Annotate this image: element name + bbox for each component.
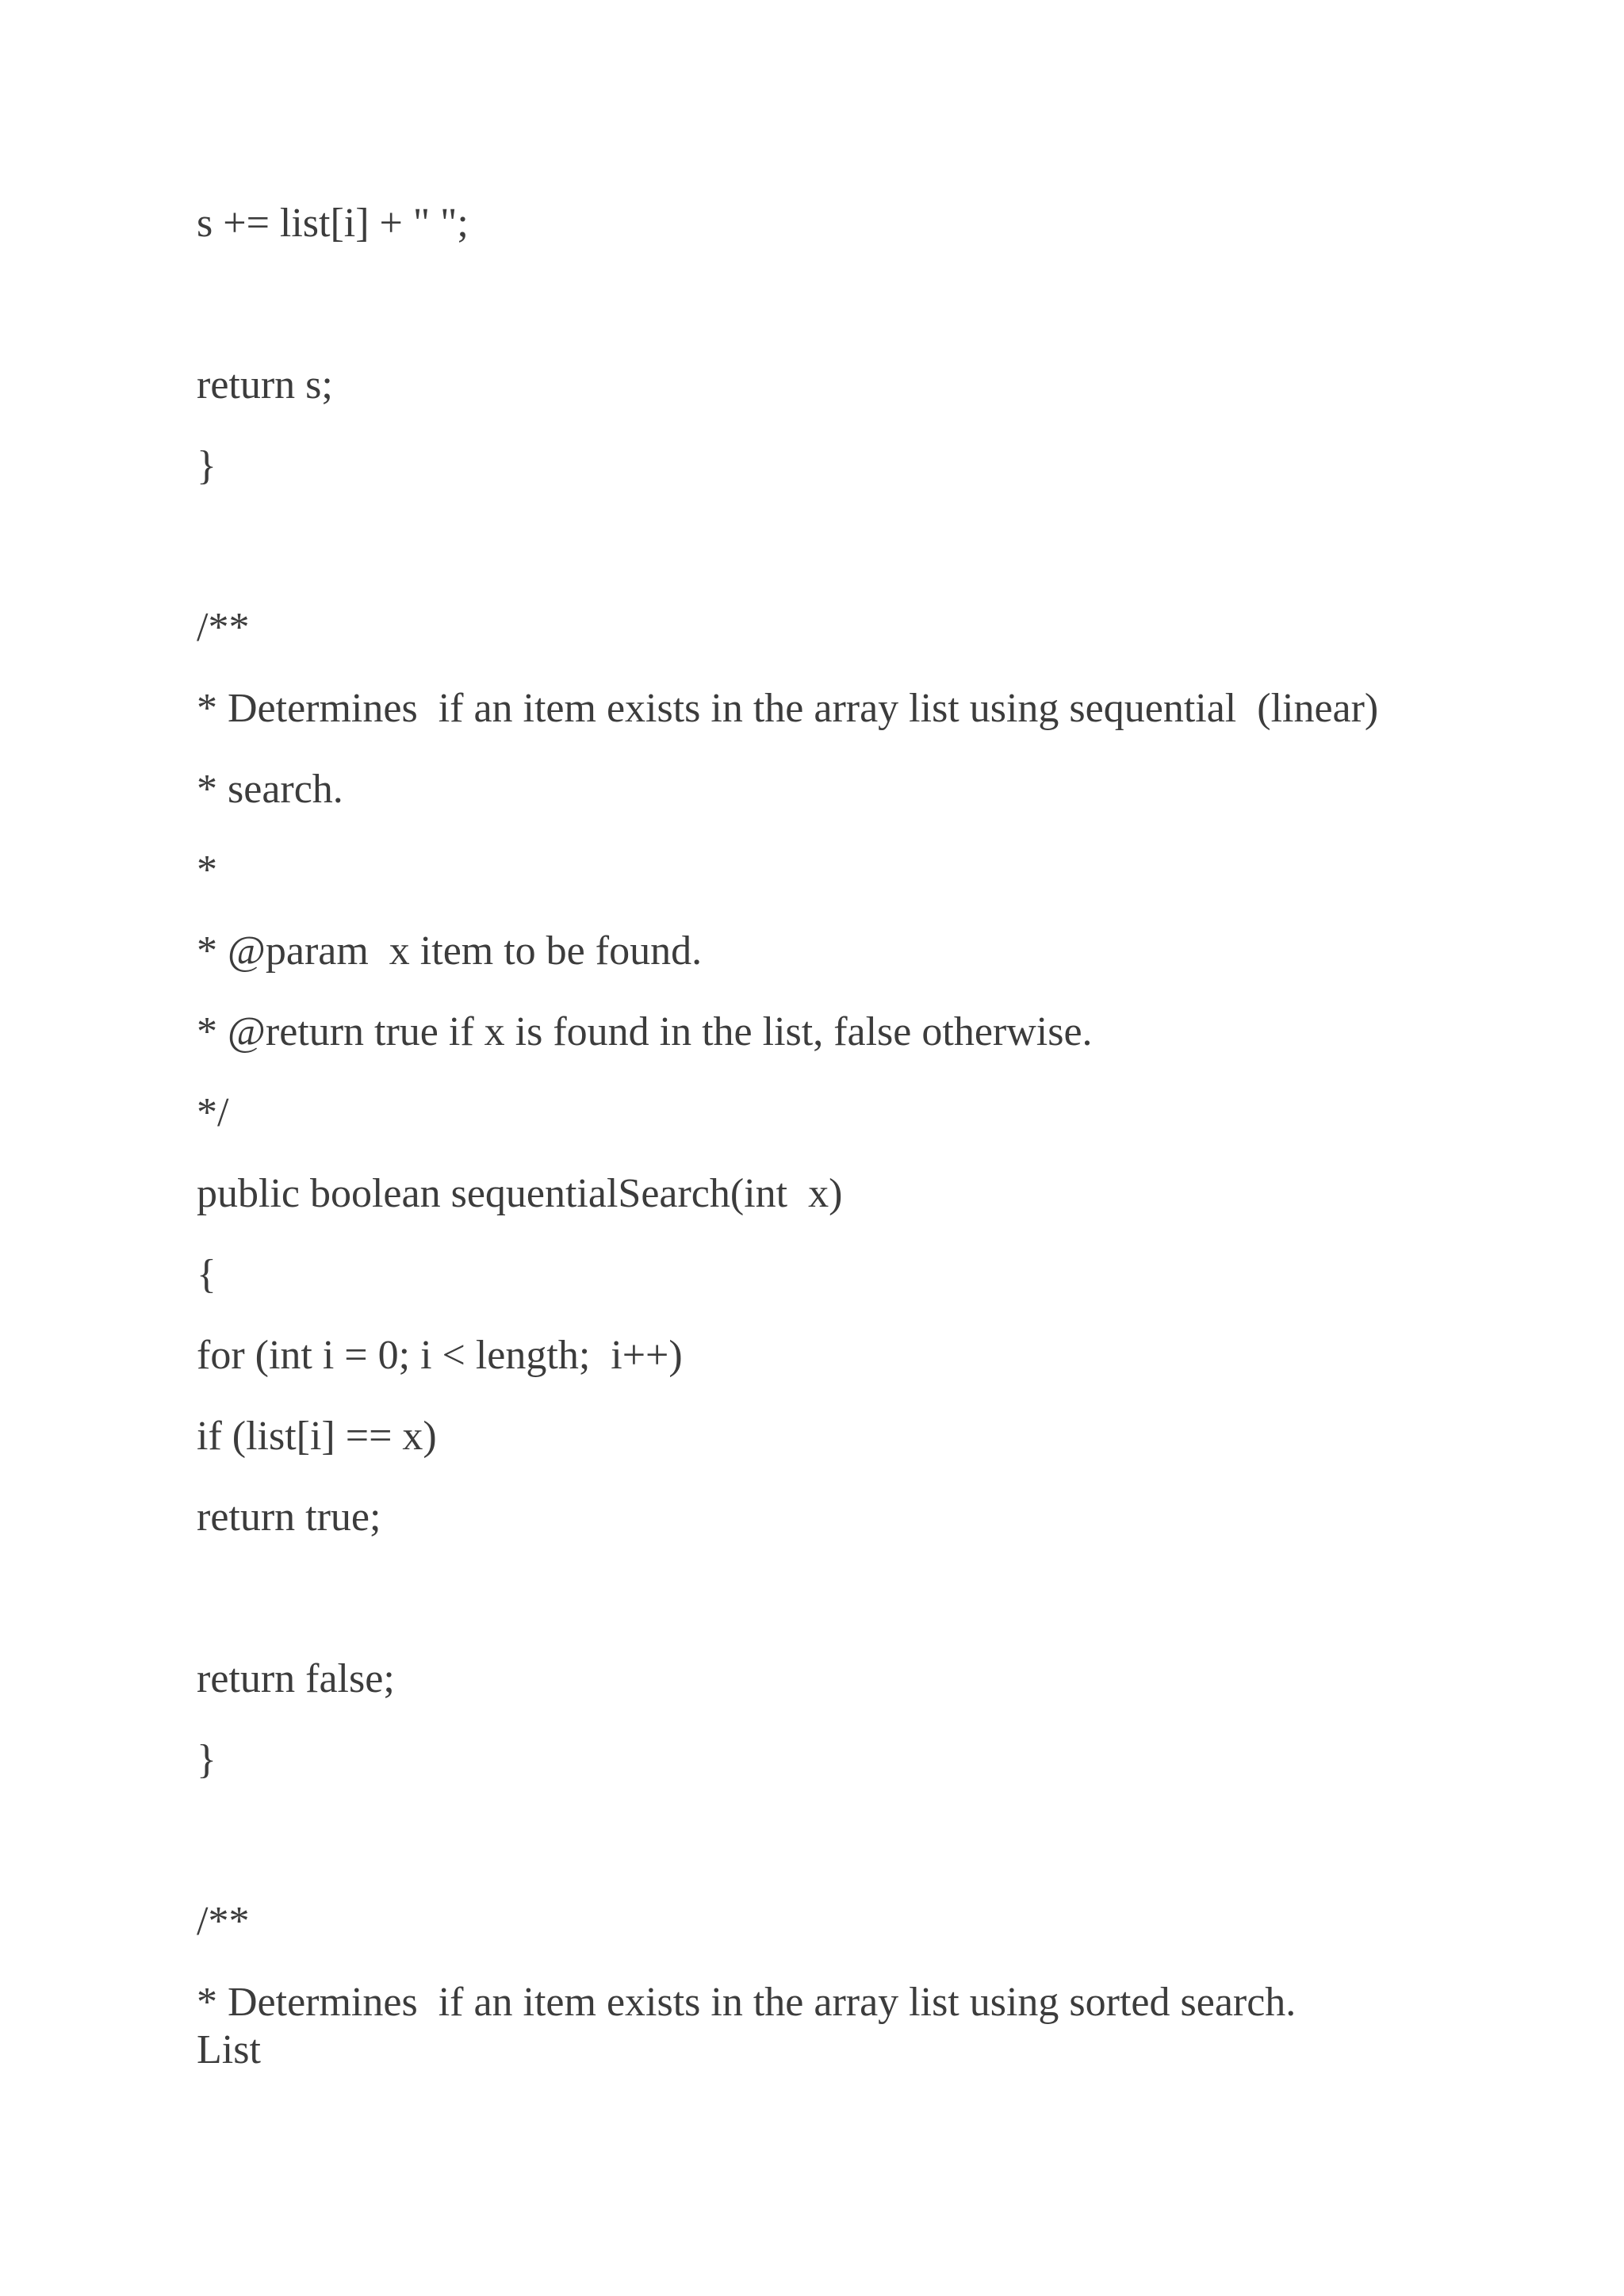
code-line-1: s += list[i] + " "; — [197, 201, 469, 246]
code-line-9: } — [197, 1737, 216, 1782]
method-signature: public boolean sequentialSearch(int x) — [197, 1171, 843, 1216]
comment-line-8: /** — [197, 1899, 250, 1944]
code-line-3: } — [197, 443, 216, 488]
comment-line-3: * search. — [197, 767, 343, 812]
code-line-8: return false; — [197, 1656, 395, 1701]
comment-line-5: * @param x item to be found. — [197, 928, 703, 974]
code-line-4: { — [197, 1252, 216, 1297]
trailing-text: List — [197, 2027, 261, 2072]
code-line-2: return s; — [197, 362, 333, 408]
comment-line-1: /** — [197, 605, 250, 650]
comment-line-4: * — [197, 848, 217, 893]
code-line-6: if (list[i] == x) — [197, 1414, 437, 1459]
comment-line-2: * Determines if an item exists in the array list using sequential (linear) — [197, 686, 1379, 731]
comment-line-7: */ — [197, 1090, 229, 1135]
comment-line-6: * @return true if x is found in the list, false otherwise. — [197, 1009, 1093, 1054]
code-line-7: return true; — [197, 1494, 381, 1540]
comment-line-9: * Determines if an item exists in the array list using sorted search. — [197, 1980, 1297, 2025]
code-line-5: for (int i = 0; i < length; i++) — [197, 1333, 683, 1378]
